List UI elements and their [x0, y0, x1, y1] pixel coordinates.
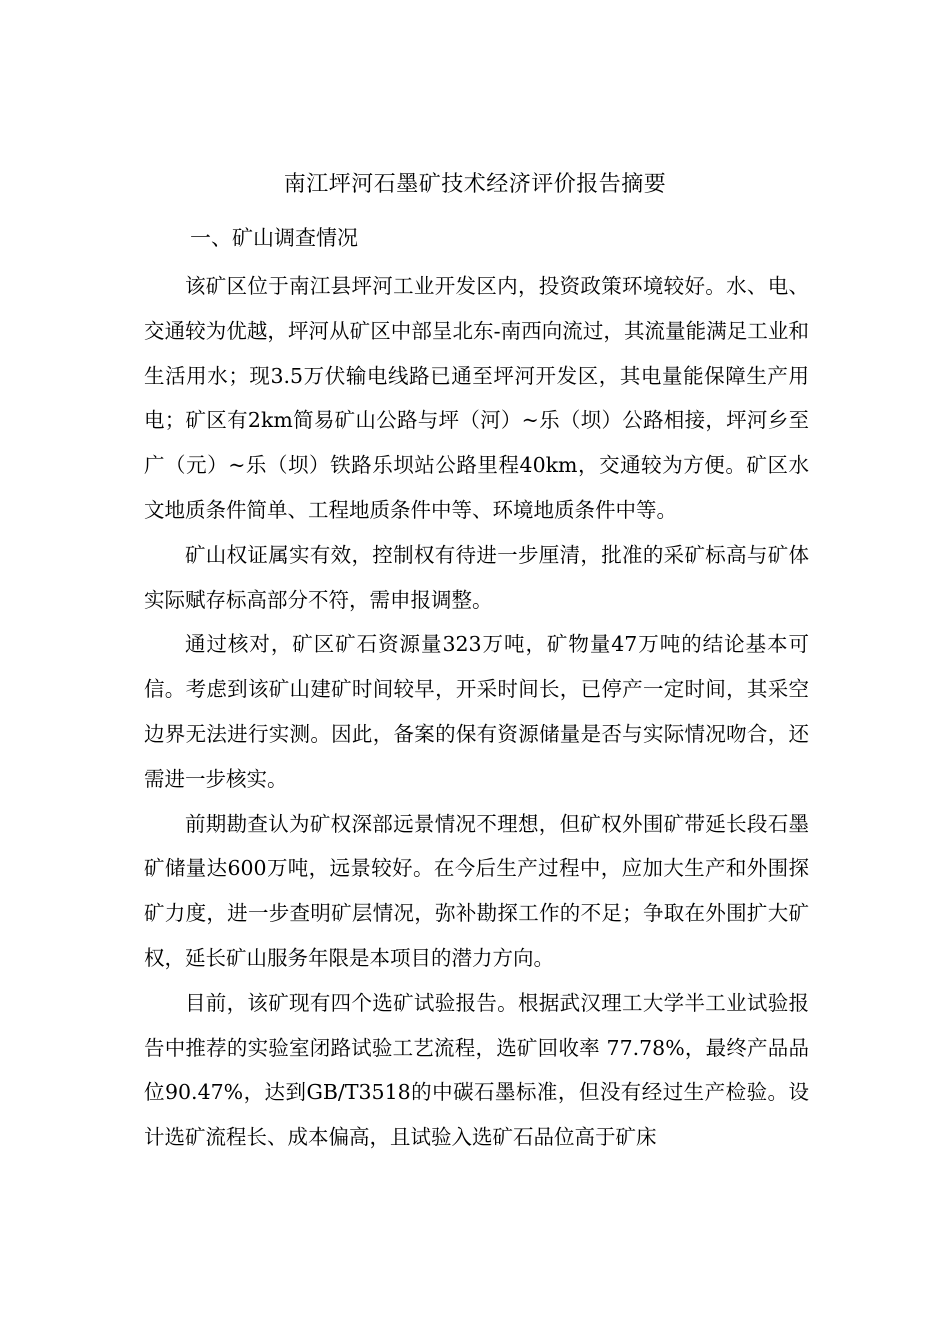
section-heading: 一、矿山调查情况	[190, 226, 358, 250]
paragraph: 前期勘查认为矿权深部远景情况不理想，但矿权外围矿带延长段石墨矿储量达600万吨，远景较好。在今后生产过程中，应加大生产和外围探矿力度，进一步查明矿层情况，弥补勘探工作的不足；争取在外围扩大矿权，延长矿山服务年限是本项目的潜力方向。	[144, 811, 809, 970]
paragraph: 目前，该矿现有四个选矿试验报告。根据武汉理工大学半工业试验报告中推荐的实验室闭路试验工艺流程，选矿回收率 77.78%，最终产品品位90.47%，达到GB/T3518的中碳石墨标准，但没有经过生产检验。设计选矿流程长、成本偏高，且试验入选矿石品位高于矿床	[144, 990, 809, 1150]
paragraph: 通过核对，矿区矿石资源量323万吨，矿物量47万吨的结论基本可信。考虑到该矿山建矿时间较早，开采时间长，已停产一定时间，其采空边界无法进行实测。因此，备案的保有资源储量是否与实际情况吻合，还需进一步核实。	[144, 632, 809, 791]
paragraph: 该矿区位于南江县坪河工业开发区内，投资政策环境较好。水、电、交通较为优越，坪河从矿区中部呈北东-南西向流过，其流量能满足工业和生活用水；现3.5万伏输电线路已通至坪河开发区，其电量能保障生产用电；矿区有2km简易矿山公路与坪（河）~乐（坝）公路相接，坪河乡至广（元）~乐（坝）铁路乐坝站公路里程40km，交通较为方便。矿区水文地质条件简单、工程地质条件中等、环境地质条件中等。	[144, 274, 809, 522]
paragraph: 矿山权证属实有效，控制权有待进一步厘清，批准的采矿标高与矿体实际赋存标高部分不符，需申报调整。	[144, 542, 809, 612]
document-title: 南江坪河石墨矿技术经济评价报告摘要	[283, 172, 667, 197]
document-body	[144, 264, 809, 1160]
